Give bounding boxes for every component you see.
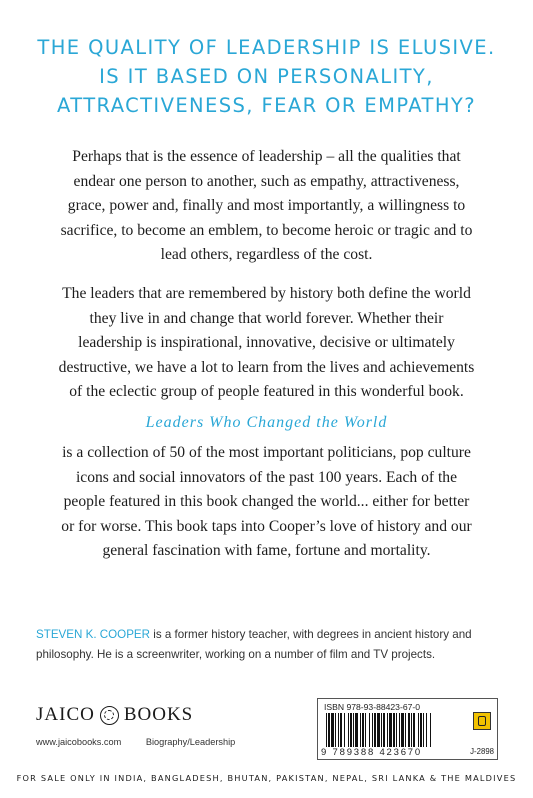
isbn-barcode <box>317 698 498 760</box>
publisher-logo <box>36 704 193 726</box>
paragraph-essence <box>36 145 497 268</box>
text-line: or for worse. This book taps into Cooper’s love of history and our <box>61 517 472 535</box>
text-line: of the eclectic group of people featured in this wonderful book. <box>69 383 464 400</box>
text-line: grace, power and, finally and most importantly, a willingness to <box>67 197 466 214</box>
author-bio-line: philosophy. He is a screenwriter, working on a number of film and TV projects. <box>36 648 436 661</box>
text-line: people featured in this book changed the world... either for better <box>63 493 470 510</box>
publisher-name-left: JAICO <box>36 704 95 725</box>
text-line: sacrifice, to become an emblem, to become heroic or tragic and to <box>60 221 473 239</box>
text-line: they live in and change that world forever. Whether their <box>89 309 444 327</box>
sale-notice: FOR SALE ONLY IN INDIA, BANGLADESH, BHUTAN, PAKISTAN, NEPAL, SRI LANKA & THE MALDIVES <box>16 773 517 783</box>
headline-line: THE QUALITY OF LEADERSHIP IS ELUSIVE. <box>37 36 496 59</box>
headline-line: IS IT BASED ON PERSONALITY, <box>99 65 434 88</box>
book-code: J-2898 <box>470 747 494 756</box>
author-name: STEVEN K. COOPER <box>36 628 151 641</box>
publisher-meta <box>36 737 235 747</box>
barcode-bars-icon <box>326 713 469 747</box>
headline-line: ATTRACTIVENESS, FEAR OR EMPATHY? <box>57 94 476 117</box>
text-line: destructive, we have a lot to learn from the lives and achievements <box>58 358 475 376</box>
barcode-digits: 9 789388 423670 <box>321 747 422 758</box>
paragraph-history <box>36 282 497 405</box>
book-category: Biography/Leadership <box>145 737 236 747</box>
text-line: The leaders that are remembered by history both define the world <box>62 285 471 302</box>
publisher-website: www.jaicobooks.com <box>36 737 122 747</box>
text-line: leadership is inspirational, innovative, decisive or ultimately <box>78 334 455 351</box>
text-line: lead others, regardless of the cost. <box>160 246 373 263</box>
text-line: icons and social innovators of the past 100 years. Each of the <box>75 468 458 486</box>
author-bio <box>36 625 506 665</box>
text-line: endear one person to another, such as empathy, attractiveness, <box>73 172 460 190</box>
text-line: general fascination with fame, fortune and mortality. <box>102 542 431 559</box>
imprint-mark-icon <box>473 712 491 730</box>
author-bio-line: is a former history teacher, with degrees in ancient history and <box>150 628 472 641</box>
text-line: Perhaps that is the essence of leadership – all the qualities that <box>72 148 461 165</box>
text-line: is a collection of 50 of the most important politicians, pop culture <box>62 444 471 461</box>
paragraph-collection <box>36 441 497 564</box>
publisher-name-right: BOOKS <box>123 704 194 725</box>
publisher-seal-icon <box>100 706 119 725</box>
isbn-label: ISBN 978-93-88423-67-0 <box>324 702 421 712</box>
headline <box>20 33 513 120</box>
book-title: Leaders Who Changed the World <box>145 414 388 431</box>
